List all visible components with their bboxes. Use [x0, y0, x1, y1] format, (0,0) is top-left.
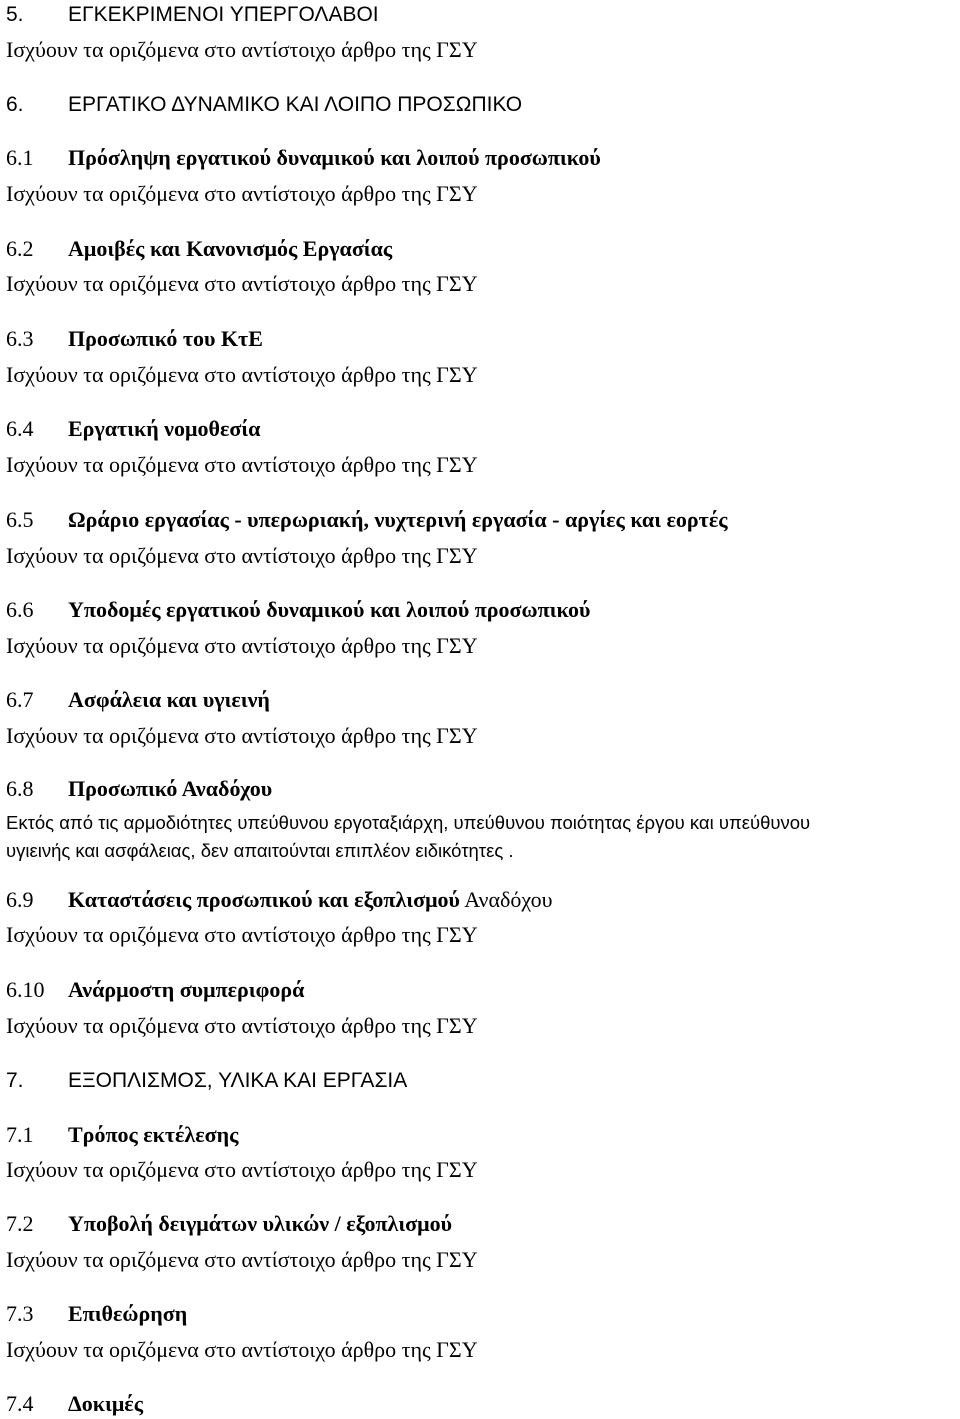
body-text: Ισχύουν τα οριζόμενα στο αντίστοιχο άρθρο της ΓΣΥ: [6, 723, 478, 748]
body-text: Ισχύουν τα οριζόμενα στο αντίστοιχο άρθρο της ΓΣΥ: [6, 362, 478, 387]
body-text: Ισχύουν τα οριζόμενα στο αντίστοιχο άρθρο της ΓΣΥ: [6, 452, 478, 477]
subsection-heading: 6.10 Ανάρμοστη συμπεριφορά: [6, 977, 305, 1002]
body-text: Ισχύουν τα οριζόμενα στο αντίστοιχο άρθρο της ΓΣΥ: [6, 1247, 478, 1272]
body-text: Ισχύουν τα οριζόμενα στο αντίστοιχο άρθρο της ΓΣΥ: [6, 271, 478, 296]
subsection-heading: 6.2 Αμοιβές και Κανονισμός Εργασίας: [6, 236, 393, 261]
subsection-heading: 6.8 Προσωπικό Αναδόχου: [6, 776, 273, 801]
body-text: Ισχύουν τα οριζόμενα στο αντίστοιχο άρθρο της ΓΣΥ: [6, 922, 478, 947]
body-text: Ισχύουν τα οριζόμενα στο αντίστοιχο άρθρο της ΓΣΥ: [6, 181, 478, 206]
section-heading: 5. ΕΓΚΕΚΡΙΜΕΝΟΙ ΥΠΕΡΓΟΛΑΒΟΙ: [6, 3, 379, 26]
subsection-heading: 6.1 Πρόσληψη εργατικού δυναμικού και λοιπού προσωπικού: [6, 145, 601, 170]
body-text: Ισχύουν τα οριζόμενα στο αντίστοιχο άρθρο της ΓΣΥ: [6, 37, 478, 62]
body-text: Ισχύουν τα οριζόμενα στο αντίστοιχο άρθρο της ΓΣΥ: [6, 1337, 478, 1362]
body-text: Ισχύουν τα οριζόμενα στο αντίστοιχο άρθρο της ΓΣΥ: [6, 633, 478, 658]
subsection-heading: 6.3 Προσωπικό του ΚτΕ: [6, 326, 263, 351]
subsection-heading: 6.5 Ωράριο εργασίας - υπερωριακή, νυχτερινή εργασία - αργίες και εορτές: [6, 507, 728, 532]
subsection-heading: 6.9 Καταστάσεις προσωπικού και εξοπλισμού Αναδόχου: [6, 887, 553, 912]
body-text: Ισχύουν τα οριζόμενα στο αντίστοιχο άρθρο της ΓΣΥ: [6, 1013, 478, 1038]
paragraph-line: υγιεινής και ασφάλειας, δεν απαιτούνται επιπλέον ειδικότητες .: [6, 840, 514, 861]
subsection-heading: 7.1 Τρόπος εκτέλεσης: [6, 1122, 239, 1147]
subsection-heading: 6.6 Υποδομές εργατικού δυναμικού και λοιπού προσωπικού: [6, 597, 591, 622]
subsection-heading: 6.7 Ασφάλεια και υγιεινή: [6, 687, 270, 712]
body-text: Ισχύουν τα οριζόμενα στο αντίστοιχο άρθρο της ΓΣΥ: [6, 1157, 478, 1182]
section-heading: 6. ΕΡΓΑΤΙΚΟ ΔΥΝΑΜΙΚΟ ΚΑΙ ΛΟΙΠΟ ΠΡΟΣΩΠΙΚΟ: [6, 93, 523, 116]
subsection-heading: 7.4 Δοκιμές: [6, 1391, 143, 1416]
section-heading: 7. ΕΞΟΠΛΙΣΜΟΣ, ΥΛΙΚΑ ΚΑΙ ΕΡΓΑΣΙΑ: [6, 1069, 408, 1092]
body-text: Ισχύουν τα οριζόμενα στο αντίστοιχο άρθρο της ΓΣΥ: [6, 543, 478, 568]
subsection-heading: 7.3 Επιθεώρηση: [6, 1301, 188, 1326]
subsection-heading: 7.2 Υποβολή δειγμάτων υλικών / εξοπλισμού: [6, 1211, 453, 1236]
paragraph-line: Εκτός από τις αρμοδιότητες υπεύθυνου εργοταξιάρχη, υπεύθυνου ποιότητας έργου και υπεύθυνου: [6, 812, 811, 833]
subsection-heading: 6.4 Εργατική νομοθεσία: [6, 416, 261, 441]
